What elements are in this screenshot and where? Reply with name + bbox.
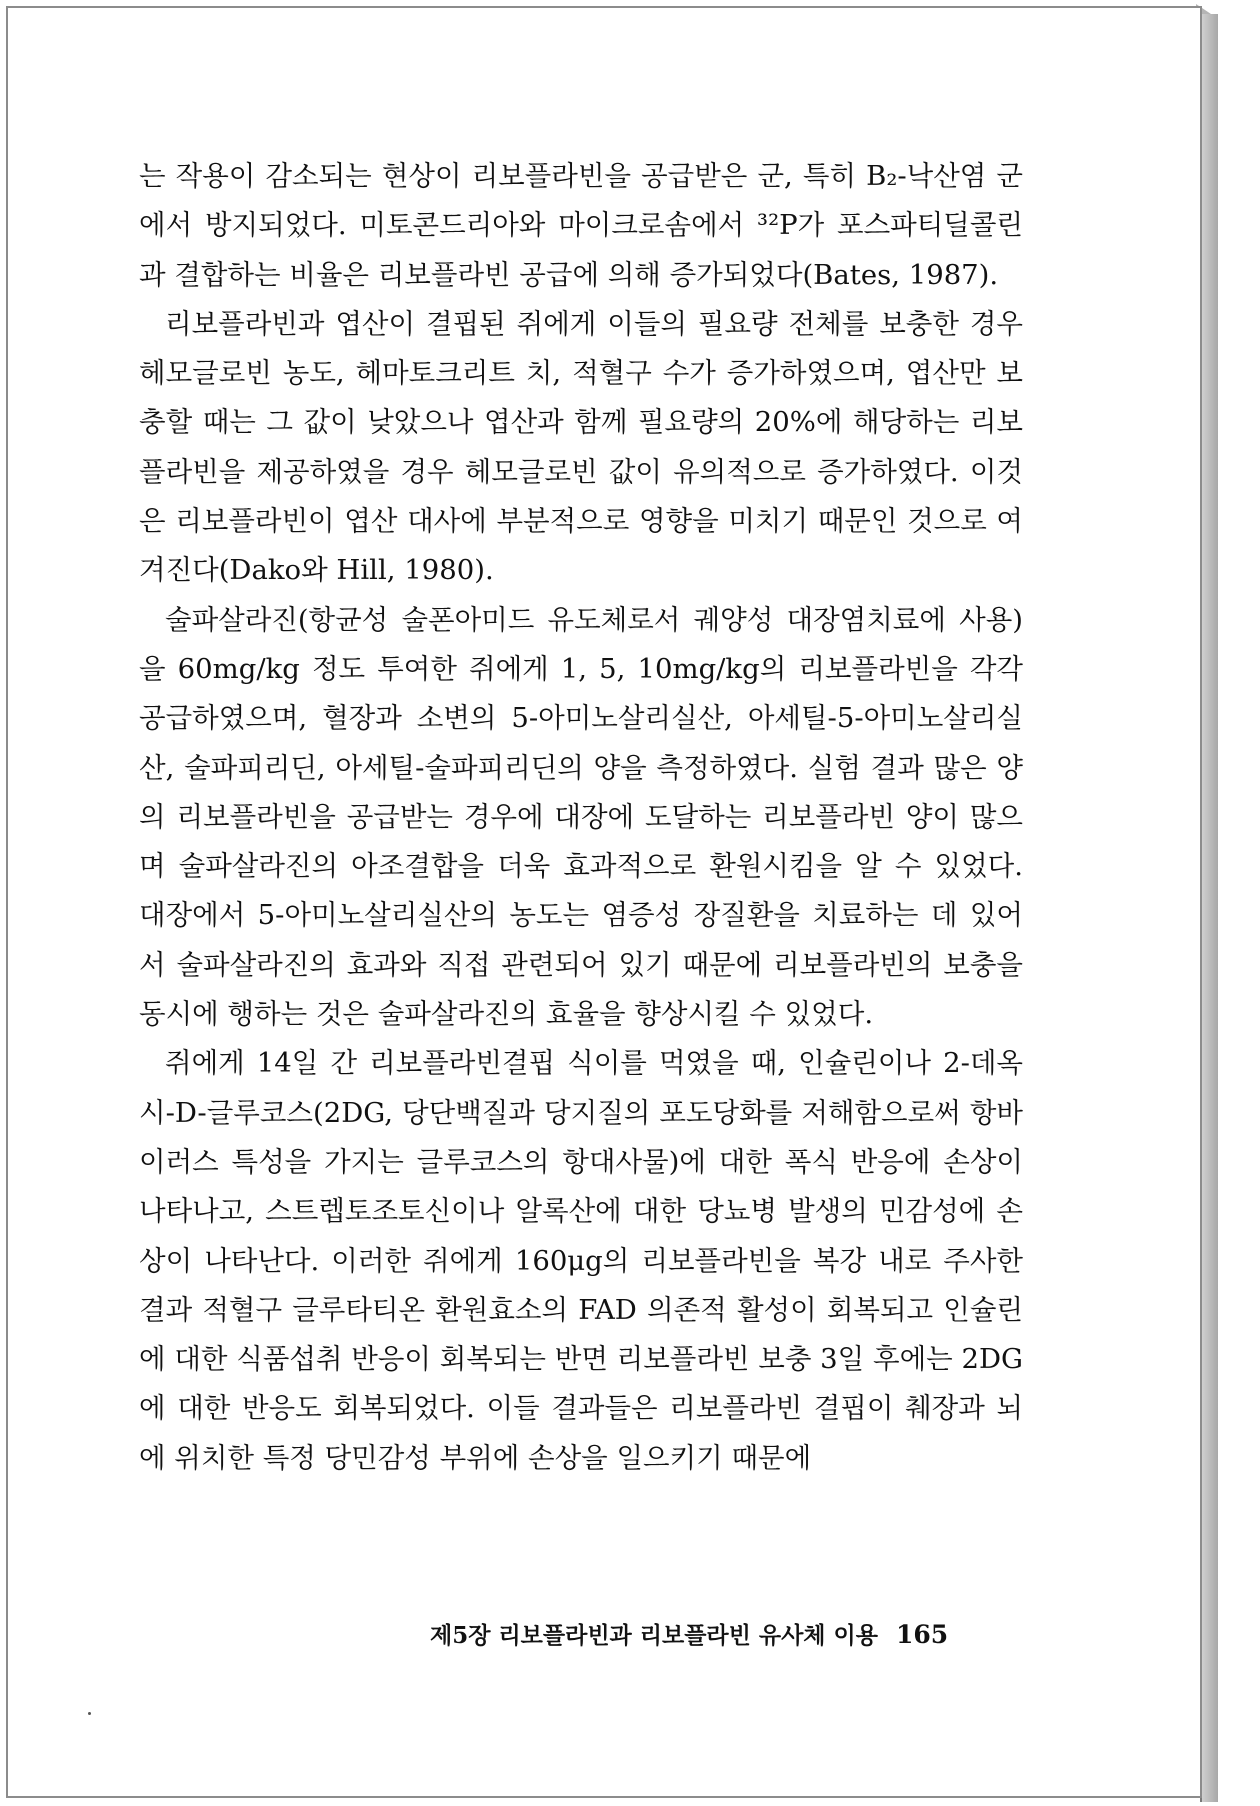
page-number: 165	[895, 1620, 949, 1649]
body-text	[139, 152, 1023, 1483]
paragraph-folate: 리보플라빈과 엽산이 결핍된 쥐에게 이들의 필요량 전체를 보충한 경우 헤모글로빈 농도, 헤마토크리트 치, 적혈구 수가 증가하였으며, 엽산만 보충할 때는 그 값이 낮았으나 엽산과 함께 필요량의 20%에 해당하는 리보플라빈을 제공하였을 경우 헤모글로빈 값이 유의적으로 증가하였다. 이것은 리보플라빈이 엽산 대사에 부분적으로 영향을 미치기 때문인 것으로 여겨진다(Dako와 Hill, 1980).	[139, 307, 1023, 587]
paragraph-sulfasalazine: 술파살라진(항균성 술폰아미드 유도체로서 궤양성 대장염치료에 사용)을 60mg/kg 정도 투여한 쥐에게 1, 5, 10mg/kg의 리보플라빈을 각각 공급하였으며, 혈장과 소변의 5-아미노살리실산, 아세틸-5-아미노살리실산, 술파피리딘, 아세틸-술파피리딘의 양을 측정하였다. 실험 결과 많은 양의 리보플라빈을 공급받는 경우에 대장에 도달하는 리보플라빈 양이 많으며 술파살라진의 아조결합을 더욱 효과적으로 환원시킴을 알 수 있었다. 대장에서 5-아미노살리실산의 농도는 염증성 장질환을 치료하는 데 있어서 술파살라진의 효과와 직접 관련되어 있기 때문에 리보플라빈의 보충을 동시에 행하는 것은 술파살라진의 효율을 향상시킬 수 있었다.	[139, 603, 1023, 1031]
chapter-title: 제5장 리보플라빈과 리보플라빈 유사체 이용	[430, 1622, 878, 1649]
running-footer	[430, 1617, 990, 1650]
paragraph-insulin: 쥐에게 14일 간 리보플라빈결핍 식이를 먹였을 때, 인슐린이나 2-데옥시-D-글루코스(2DG, 당단백질과 당지질의 포도당화를 저해함으로써 항바이러스 특성을 가지는 글루코스의 항대사물)에 대한 폭식 반응에 손상이 나타나고, 스트렙토조토신이나 알록산에 대한 당뇨병 발생의 민감성에 손상이 나타난다. 이러한 쥐에게 160μg의 리보플라빈을 복강 내로 주사한 결과 적혈구 글루타티온 환원효소의 FAD 의존적 활성이 회복되고 인슐린에 대한 식품섭취 반응이 회복되는 반면 리보플라빈 보충 3일 후에는 2DG에 대한 반응도 회복되었다. 이들 결과들은 리보플라빈 결핍이 췌장과 뇌에 위치한 특정 당민감성 부위에 손상을 일으키기 때문에	[139, 1047, 1023, 1474]
page-edge-shadow	[1200, 14, 1218, 1802]
paragraph-continued: 는 작용이 감소되는 현상이 리보플라빈을 공급받은 군, 특히 B₂-낙산염 군에서 방지되었다. 미토콘드리아와 마이크로솜에서 ³²P가 포스파티딜콜린과 결합하는 비율은 리보플라빈 공급에 의해 증가되었다(Bates, 1987).	[139, 160, 1023, 291]
scan-speck	[88, 1712, 91, 1715]
